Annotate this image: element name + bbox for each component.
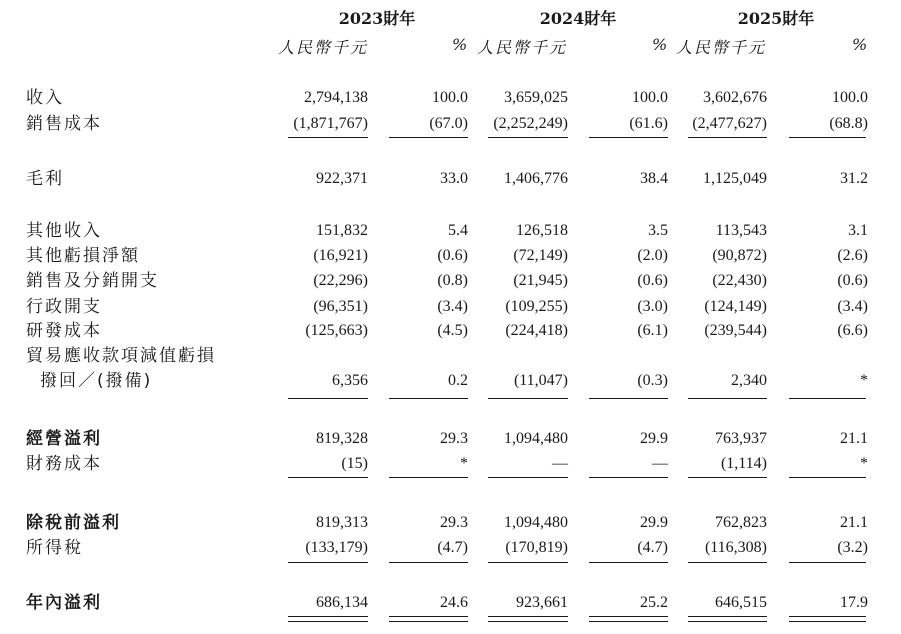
row-value: (224,418) xyxy=(505,322,568,339)
row-value: (109,255) xyxy=(505,298,568,315)
row-value: (2.0) xyxy=(637,247,668,264)
row-value: 686,134 xyxy=(316,594,368,611)
row-value: 819,328 xyxy=(316,430,368,447)
pct-header-2023: % xyxy=(452,35,470,54)
column-rule xyxy=(288,477,368,478)
row-label: 其他收入 xyxy=(26,221,102,241)
row-value: (67.0) xyxy=(429,115,468,132)
unit-header-2025: 人民幣千元 xyxy=(676,38,767,57)
row-value: (6.6) xyxy=(837,322,868,339)
row-value: 100.0 xyxy=(832,89,868,106)
row-label: 除稅前溢利 xyxy=(26,513,121,533)
row-value: 29.3 xyxy=(440,430,468,447)
row-value: (0.8) xyxy=(437,272,468,289)
row-value: 33.0 xyxy=(440,170,468,187)
table-row xyxy=(0,245,901,269)
table-row xyxy=(0,512,901,536)
table-row xyxy=(0,537,901,561)
row-value: * xyxy=(860,455,868,472)
row-value: (170,819) xyxy=(505,539,568,556)
row-value: (3.0) xyxy=(637,298,668,315)
year-header-2025: 2025財年 xyxy=(737,9,815,28)
column-rule xyxy=(389,398,468,399)
pct-header-2025: % xyxy=(852,35,870,54)
row-value: (96,351) xyxy=(313,298,368,315)
column-rule xyxy=(389,137,468,138)
table-row xyxy=(0,220,901,244)
row-value: 1,094,480 xyxy=(504,430,568,447)
unit-header-2024: 人民幣千元 xyxy=(477,38,568,57)
row-value: (11,047) xyxy=(513,372,568,389)
row-value: (16,921) xyxy=(313,247,368,264)
row-value: 38.4 xyxy=(640,170,668,187)
row-value: 29.9 xyxy=(640,430,668,447)
row-value: 646,515 xyxy=(715,594,767,611)
row-label: 貿易應收款項減值虧損 xyxy=(26,346,216,366)
row-label: 銷售及分銷開支 xyxy=(26,271,159,291)
column-rule xyxy=(688,562,767,563)
row-value: 3.5 xyxy=(648,222,668,239)
row-value: (1,114) xyxy=(720,455,767,472)
column-rule xyxy=(389,562,468,563)
row-value: (2,252,249) xyxy=(493,115,568,132)
column-rule xyxy=(589,477,668,478)
row-value: 151,832 xyxy=(316,222,368,239)
row-value: 3,659,025 xyxy=(504,89,568,106)
row-value: 100.0 xyxy=(432,89,468,106)
column-rule xyxy=(589,398,668,399)
row-value: (15) xyxy=(341,455,368,472)
row-value: 6,356 xyxy=(332,372,368,389)
row-value: 763,937 xyxy=(715,430,767,447)
row-value: 31.2 xyxy=(840,170,868,187)
row-value: 0.2 xyxy=(448,372,468,389)
row-value: (1,871,767) xyxy=(293,115,368,132)
table-row xyxy=(0,168,901,192)
row-value: 1,125,049 xyxy=(703,170,767,187)
row-value: (2.6) xyxy=(837,247,868,264)
column-rule xyxy=(789,398,866,399)
pct-header-2024: % xyxy=(652,35,670,54)
row-value: 100.0 xyxy=(632,89,668,106)
year-header-2024: 2024財年 xyxy=(539,9,617,28)
column-rule xyxy=(288,398,368,399)
column-rule xyxy=(688,477,767,478)
table-row xyxy=(0,87,901,111)
row-value: (4.7) xyxy=(637,539,668,556)
row-label: 收入 xyxy=(26,88,64,108)
column-rule xyxy=(789,562,866,563)
row-value: (3.4) xyxy=(437,298,468,315)
double-rule xyxy=(789,616,866,622)
row-value: — xyxy=(552,455,568,472)
row-value: 5.4 xyxy=(448,222,468,239)
column-rule xyxy=(488,137,568,138)
row-value: * xyxy=(860,372,868,389)
column-rule xyxy=(789,477,866,478)
row-label: 其他虧損淨額 xyxy=(26,246,140,266)
column-rule xyxy=(589,562,668,563)
double-rule xyxy=(488,616,568,622)
row-value: 25.2 xyxy=(640,594,668,611)
column-rule xyxy=(789,137,866,138)
row-value: — xyxy=(652,455,668,472)
row-value: (61.6) xyxy=(629,115,668,132)
column-rule xyxy=(288,137,368,138)
row-value: 819,313 xyxy=(316,514,368,531)
table-row xyxy=(0,320,901,344)
table-row xyxy=(0,453,901,477)
row-value: 923,661 xyxy=(516,594,568,611)
row-value: (0.3) xyxy=(637,372,668,389)
row-value: (0.6) xyxy=(437,247,468,264)
row-value: 29.9 xyxy=(640,514,668,531)
table-row xyxy=(0,270,901,294)
row-label: 經營溢利 xyxy=(26,429,102,449)
row-value: 29.3 xyxy=(440,514,468,531)
row-value: 762,823 xyxy=(715,514,767,531)
column-rule xyxy=(488,562,568,563)
double-rule xyxy=(589,616,668,622)
row-value: (0.6) xyxy=(837,272,868,289)
column-rule xyxy=(688,137,767,138)
column-rule xyxy=(288,562,368,563)
row-value: (68.8) xyxy=(829,115,868,132)
row-label: 撥回／(撥備) xyxy=(40,371,153,391)
unit-header-2023: 人民幣千元 xyxy=(278,38,369,57)
row-value: 3,602,676 xyxy=(703,89,767,106)
table-row xyxy=(0,592,901,616)
row-value: 21.1 xyxy=(840,430,868,447)
column-rule xyxy=(488,398,568,399)
double-rule xyxy=(288,616,368,622)
row-value: (116,308) xyxy=(704,539,767,556)
row-value: (4.5) xyxy=(437,322,468,339)
row-value: (3.4) xyxy=(837,298,868,315)
row-label: 年內溢利 xyxy=(26,593,102,613)
table-row xyxy=(0,113,901,137)
row-value: (125,663) xyxy=(305,322,368,339)
row-label: 毛利 xyxy=(26,169,64,189)
column-rule xyxy=(688,398,767,399)
row-value: 3.1 xyxy=(848,222,868,239)
row-value: 24.6 xyxy=(440,594,468,611)
column-rule xyxy=(589,137,668,138)
row-value: (124,149) xyxy=(704,298,767,315)
row-value: (6.1) xyxy=(637,322,668,339)
row-value: (22,296) xyxy=(313,272,368,289)
row-value: (72,149) xyxy=(513,247,568,264)
row-value: (22,430) xyxy=(712,272,767,289)
row-value: (2,477,627) xyxy=(692,115,767,132)
table-row xyxy=(0,296,901,320)
row-value: 21.1 xyxy=(840,514,868,531)
row-label: 研發成本 xyxy=(26,321,102,341)
row-label: 銷售成本 xyxy=(26,114,102,134)
double-rule xyxy=(389,616,468,622)
row-label: 所得稅 xyxy=(26,538,83,558)
column-rule xyxy=(389,477,468,478)
row-label: 財務成本 xyxy=(26,454,102,474)
row-value: 922,371 xyxy=(316,170,368,187)
year-header-2023: 2023財年 xyxy=(338,9,416,28)
row-value: 126,518 xyxy=(516,222,568,239)
row-value: 17.9 xyxy=(840,594,868,611)
row-value: 2,340 xyxy=(731,372,767,389)
row-value: 113,543 xyxy=(715,222,767,239)
row-value: 2,794,138 xyxy=(304,89,368,106)
row-value: (90,872) xyxy=(712,247,767,264)
row-value: (0.6) xyxy=(637,272,668,289)
row-label: 行政開支 xyxy=(26,297,102,317)
row-value: (4.7) xyxy=(437,539,468,556)
table-row xyxy=(0,345,901,369)
row-value: (21,945) xyxy=(513,272,568,289)
row-value: (3.2) xyxy=(837,539,868,556)
double-rule xyxy=(688,616,767,622)
row-value: 1,094,480 xyxy=(504,514,568,531)
row-value: 1,406,776 xyxy=(504,170,568,187)
row-value: * xyxy=(460,455,468,472)
row-value: (133,179) xyxy=(305,539,368,556)
table-row xyxy=(0,428,901,452)
column-rule xyxy=(488,477,568,478)
table-row xyxy=(0,370,901,394)
row-value: (239,544) xyxy=(704,322,767,339)
